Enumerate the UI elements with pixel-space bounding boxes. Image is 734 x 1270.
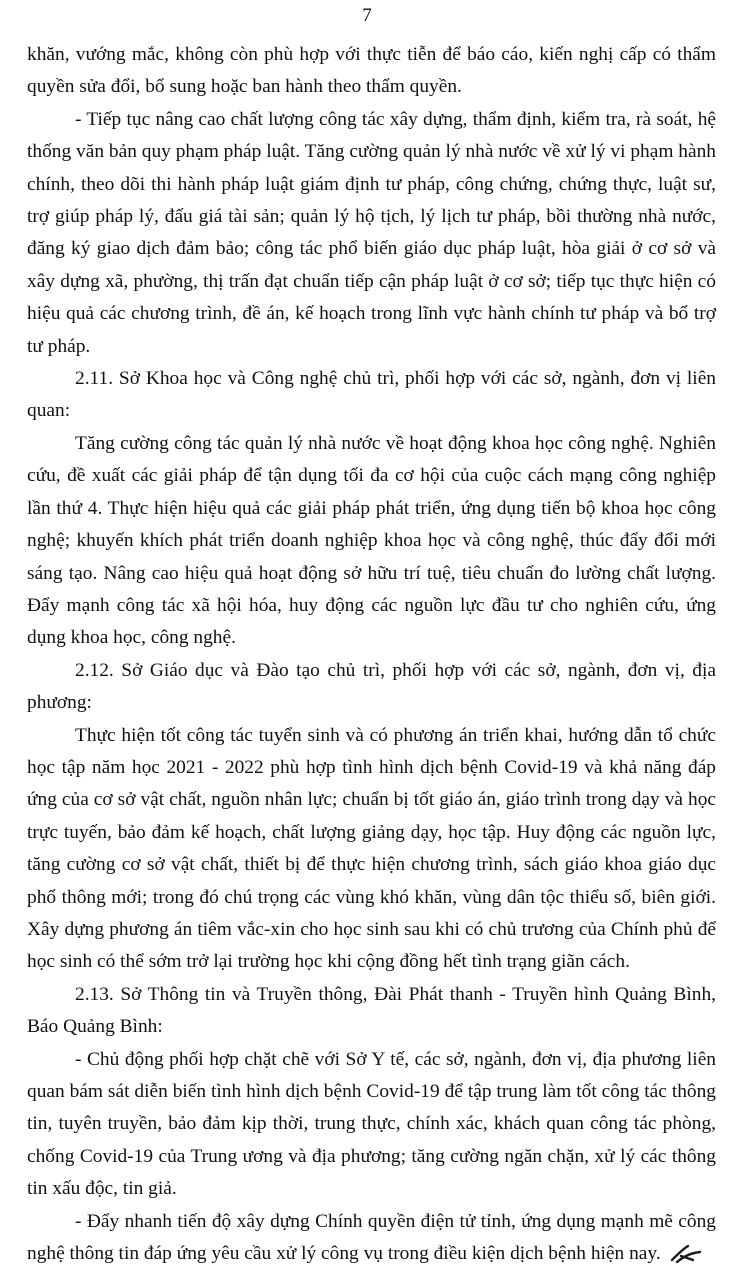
document-body	[27, 39, 716, 1270]
paragraph-information-communication: - Chủ động phối hợp chặt chẽ với Sở Y tế, các sở, ngành, đơn vị, địa phương liên quan bám sát diễn biến tình hình dịch bệnh Covid-19 để tập trung làm tốt công tác thông tin, tuyên truyền, bảo đảm kịp thời, trung thực, chính xác, khách quan công tác phòng, chống Covid-19 của Trung ương và địa phương; tăng cường ngăn chặn, xử lý các thông tin xấu độc, tin giả.	[27, 1048, 716, 1200]
paragraph-e-government-text: - Đẩy nhanh tiến độ xây dựng Chính quyền điện tử tỉnh, ứng dụng mạnh mẽ công nghệ thông tin đáp ứng yêu cầu xử lý công vụ trong điều kiện dịch bệnh hiện nay.	[27, 1210, 716, 1265]
paragraph-continuation: khăn, vướng mắc, không còn phù hợp với thực tiễn để báo cáo, kiến nghị cấp có thẩm quyền sửa đổi, bổ sung hoặc ban hành theo thẩm quyền.	[27, 44, 716, 98]
paragraph-legal-tasks: - Tiếp tục nâng cao chất lượng công tác xây dựng, thẩm định, kiểm tra, rà soát, hệ thống văn bản quy phạm pháp luật. Tăng cường quản lý nhà nước về xử lý vi phạm hành chính, theo dõi thi hành pháp luật giám định tư pháp, công chứng, chứng thực, luật sư, trợ giúp pháp lý, đấu giá tài sản; quản lý hộ tịch, lý lịch tư pháp, bồi thường nhà nước, đăng ký giao dịch đảm bảo; công tác phổ biến giáo dục pháp luật, hòa giải ở cơ sở và xây dựng xã, phường, thị trấn đạt chuẩn tiếp cận pháp luật ở cơ sở; tiếp tục thực hiện có hiệu quả các chương trình, đề án, kế hoạch trong lĩnh vực hành chính tư pháp và bổ trợ tư pháp.	[27, 108, 716, 357]
paragraph-e-government	[27, 1206, 716, 1270]
handwritten-initial-icon	[669, 1243, 703, 1265]
section-heading-2-12: 2.12. Sở Giáo dục và Đào tạo chủ trì, phối hợp với các sở, ngành, đơn vị, địa phương:	[27, 659, 716, 714]
section-heading-2-13: 2.13. Sở Thông tin và Truyền thông, Đài Phát thanh - Truyền hình Quảng Bình, Báo Quảng Bình:	[27, 983, 716, 1038]
paragraph-science-technology: Tăng cường công tác quản lý nhà nước về hoạt động khoa học công nghệ. Nghiên cứu, đề xuất các giải pháp để tận dụng tối đa cơ hội của cuộc cách mạng công nghiệp lần thứ 4. Thực hiện hiệu quả các giải pháp phát triển, ứng dụng tiến bộ khoa học công nghệ; khuyến khích phát triển doanh nghiệp khoa học và công nghệ, thúc đẩy đổi mới sáng tạo. Nâng cao hiệu quả hoạt động sở hữu trí tuệ, tiêu chuẩn đo lường chất lượng. Đẩy mạnh công tác xã hội hóa, huy động các nguồn lực đầu tư cho nghiên cứu, ứng dụng khoa học, công nghệ.	[27, 432, 716, 649]
paragraph-education: Thực hiện tốt công tác tuyển sinh và có phương án triển khai, hướng dẫn tổ chức học tập năm học 2021 - 2022 phù hợp tình hình dịch bệnh Covid-19 và khả năng đáp ứng của cơ sở vật chất, nguồn nhân lực; chuẩn bị tốt giáo án, giáo trình trong dạy và học trực tuyến, bảo đảm kế hoạch, chất lượng giảng dạy, học tập. Huy động các nguồn lực, tăng cường cơ sở vật chất, thiết bị để thực hiện chương trình, sách giáo khoa giáo dục phổ thông mới; trong đó chú trọng các vùng khó khăn, vùng dân tộc thiểu số, biên giới. Xây dựng phương án tiêm vắc-xin cho học sinh sau khi có chủ trương của Chính phủ để học sinh có thể sớm trở lại trường học khi cộng đồng hết tình trạng giãn cách.	[27, 724, 716, 973]
section-heading-2-11: 2.11. Sở Khoa học và Công nghệ chủ trì, phối hợp với các sở, ngành, đơn vị liên quan:	[27, 368, 716, 422]
page-number: 7	[362, 5, 372, 26]
